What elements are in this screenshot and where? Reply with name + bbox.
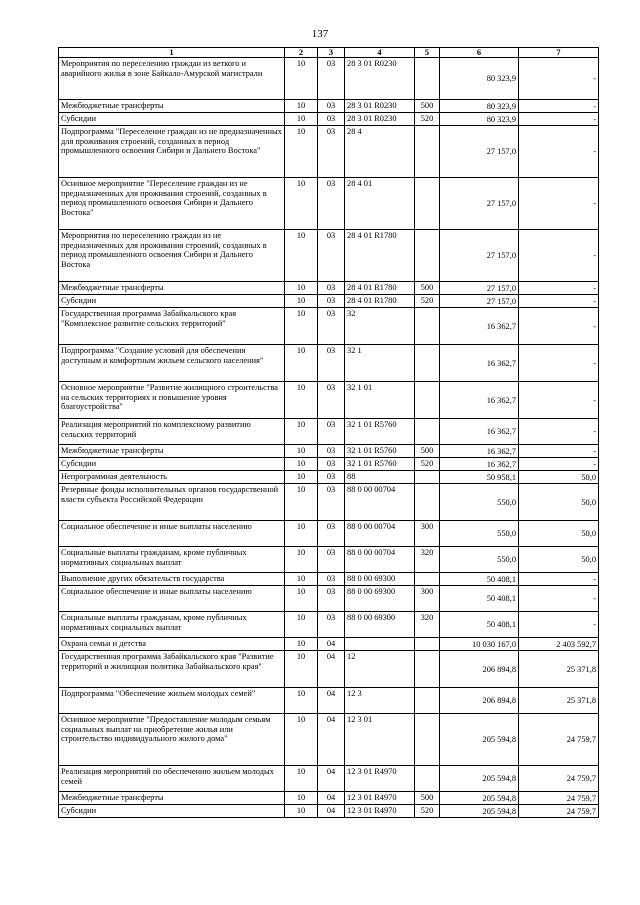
page-number: 137 [311,28,329,40]
table-row [59,638,599,651]
cell-section: 10 [285,586,318,612]
cell-expense-type [415,638,440,651]
cell-name: Социальные выплаты гражданам, кроме публичных нормативных социальных выплат [59,612,285,638]
table-row [59,573,599,586]
cell-amount-1: 550,0 [440,547,519,573]
cell-expense-type: 320 [415,547,440,573]
cell-subsection: 03 [318,230,345,282]
cell-name: Основное мероприятие "Переселение граждан из не предназначенных для проживания строений, созданных в период промышленного освоения Сибири и Дальнего Востока" [59,178,285,230]
cell-amount-2: 24 759,7 [519,792,599,805]
cell-expense-type: 300 [415,586,440,612]
cell-subsection: 04 [318,638,345,651]
cell-amount-1: 16 362,7 [440,458,519,471]
cell-expense-type: 520 [415,805,440,818]
table-row [59,521,599,547]
cell-amount-1: 80 323,9 [440,58,519,100]
cell-target-article: 32 1 01 R5760 [345,419,415,445]
cell-expense-type: 320 [415,612,440,638]
cell-expense-type: 520 [415,295,440,308]
cell-expense-type [415,419,440,445]
cell-amount-1: 50 958,1 [440,471,519,484]
cell-subsection: 03 [318,308,345,345]
cell-subsection: 03 [318,345,345,382]
cell-subsection: 03 [318,521,345,547]
cell-section: 10 [285,688,318,714]
cell-target-article: 32 1 [345,345,415,382]
cell-target-article: 28 3 01 R0230 [345,58,415,100]
cell-target-article [345,638,415,651]
table-row [59,792,599,805]
cell-expense-type: 500 [415,445,440,458]
cell-name: Субсидии [59,295,285,308]
cell-subsection: 03 [318,445,345,458]
cell-section: 10 [285,714,318,766]
cell-subsection: 03 [318,484,345,521]
cell-name: Межбюджетные трансферты [59,792,285,805]
header-col-5: 5 [415,48,440,58]
cell-amount-1: 16 362,7 [440,345,519,382]
cell-section: 10 [285,58,318,100]
cell-name: Межбюджетные трансферты [59,445,285,458]
cell-subsection: 03 [318,612,345,638]
cell-amount-2: 50,0 [519,471,599,484]
cell-expense-type [415,178,440,230]
cell-section: 10 [285,308,318,345]
cell-amount-2: - [519,586,599,612]
cell-amount-2: - [519,282,599,295]
cell-target-article: 88 0 00 69300 [345,573,415,586]
cell-subsection: 03 [318,382,345,419]
cell-subsection: 04 [318,766,345,792]
cell-name: Социальное обеспечение и иные выплаты населению [59,586,285,612]
cell-expense-type: 520 [415,458,440,471]
cell-expense-type [415,126,440,178]
cell-subsection: 03 [318,178,345,230]
cell-name: Охрана семьи и детства [59,638,285,651]
cell-expense-type [415,230,440,282]
cell-section: 10 [285,178,318,230]
cell-expense-type: 500 [415,282,440,295]
cell-section: 10 [285,766,318,792]
cell-target-article: 88 0 00 00704 [345,547,415,573]
cell-amount-2: - [519,345,599,382]
cell-section: 10 [285,419,318,445]
cell-amount-1: 50 408,1 [440,612,519,638]
table-body [59,58,599,818]
cell-amount-2: 25 371,8 [519,651,599,688]
cell-amount-2: - [519,178,599,230]
cell-name: Основное мероприятие "Предоставление молодым семьям социальных выплат на приобретение жилья или строительство индивидуального жилого дома" [59,714,285,766]
cell-amount-2: - [519,612,599,638]
cell-amount-1: 205 594,8 [440,714,519,766]
cell-name: Реализация мероприятий по комплексному развитию сельских территорий [59,419,285,445]
cell-amount-2: 24 759,7 [519,805,599,818]
cell-section: 10 [285,282,318,295]
cell-subsection: 03 [318,458,345,471]
cell-name: Выполнение других обязательств государства [59,573,285,586]
cell-name: Субсидии [59,805,285,818]
cell-target-article: 28 4 01 [345,178,415,230]
cell-name: Подпрограмма "Переселение граждан из не предназначенных для проживания строений, созданных в период промышленного освоения Сибири и Дальнего Востока" [59,126,285,178]
cell-amount-1: 50 408,1 [440,573,519,586]
cell-section: 10 [285,638,318,651]
cell-subsection: 03 [318,58,345,100]
table-row [59,345,599,382]
cell-section: 10 [285,612,318,638]
cell-target-article: 32 1 01 R5760 [345,445,415,458]
cell-amount-2: - [519,58,599,100]
table-row [59,419,599,445]
cell-target-article: 32 1 01 [345,382,415,419]
cell-subsection: 03 [318,295,345,308]
cell-expense-type [415,714,440,766]
cell-target-article: 88 0 00 69300 [345,612,415,638]
cell-target-article: 12 [345,651,415,688]
cell-target-article: 12 3 01 [345,714,415,766]
cell-expense-type: 500 [415,792,440,805]
table-row [59,484,599,521]
cell-target-article: 88 0 00 00704 [345,521,415,547]
table-row [59,458,599,471]
header-col-2: 2 [285,48,318,58]
cell-expense-type: 500 [415,100,440,113]
cell-section: 10 [285,295,318,308]
cell-amount-1: 206 894,8 [440,688,519,714]
cell-section: 10 [285,100,318,113]
cell-section: 10 [285,547,318,573]
cell-subsection: 04 [318,651,345,688]
header-col-6: 6 [440,48,519,58]
cell-amount-2: - [519,419,599,445]
cell-section: 10 [285,471,318,484]
cell-name: Основное мероприятие "Развитие жилищного строительства на сельских территориях и повышение уровня благоустройства" [59,382,285,419]
cell-name: Социальное обеспечение и иные выплаты населению [59,521,285,547]
table-row [59,445,599,458]
cell-amount-2: - [519,573,599,586]
cell-amount-2: 2 403 592,7 [519,638,599,651]
cell-name: Государственная программа Забайкальского края "Комплексное развитие сельских территорий" [59,308,285,345]
cell-name: Реализация мероприятий по обеспечению жильем молодых семей [59,766,285,792]
cell-expense-type [415,484,440,521]
cell-amount-1: 550,0 [440,484,519,521]
cell-amount-2: 24 759,7 [519,766,599,792]
cell-target-article: 28 3 01 R0230 [345,100,415,113]
header-col-4: 4 [345,48,415,58]
cell-section: 10 [285,113,318,126]
cell-expense-type [415,345,440,382]
cell-expense-type [415,766,440,792]
cell-amount-1: 27 157,0 [440,178,519,230]
cell-amount-2: - [519,308,599,345]
cell-expense-type [415,573,440,586]
cell-amount-2: 50,0 [519,521,599,547]
cell-target-article: 28 4 01 R1780 [345,295,415,308]
cell-subsection: 03 [318,547,345,573]
budget-table [58,47,599,818]
cell-amount-1: 27 157,0 [440,126,519,178]
table-row [59,100,599,113]
cell-expense-type [415,471,440,484]
table-row [59,586,599,612]
cell-subsection: 03 [318,113,345,126]
cell-amount-2: - [519,295,599,308]
cell-section: 10 [285,382,318,419]
cell-target-article: 12 3 01 R4970 [345,805,415,818]
cell-name: Подпрограмма "Обеспечение жильем молодых семей" [59,688,285,714]
table-row [59,295,599,308]
table-row [59,547,599,573]
cell-name: Резервные фонды исполнительных органов государственной власти субъекта Российской Федерации [59,484,285,521]
cell-amount-1: 80 323,9 [440,113,519,126]
cell-name: Мероприятия по переселению граждан из веткого и аварийного жилья в зоне Байкало-Амурской магистрали [59,58,285,100]
table-row [59,126,599,178]
cell-subsection: 04 [318,688,345,714]
cell-name: Межбюджетные трансферты [59,282,285,295]
cell-target-article: 28 3 01 R0230 [345,113,415,126]
table-row [59,766,599,792]
table-row [59,113,599,126]
table-row [59,471,599,484]
table-row [59,688,599,714]
cell-name: Межбюджетные трансферты [59,100,285,113]
cell-section: 10 [285,521,318,547]
cell-expense-type [415,688,440,714]
cell-amount-2: 50,0 [519,547,599,573]
cell-name: Непрограммная деятельность [59,471,285,484]
cell-section: 10 [285,345,318,382]
cell-name: Социальные выплаты гражданам, кроме публичных нормативных социальных выплат [59,547,285,573]
cell-subsection: 03 [318,126,345,178]
cell-amount-1: 27 157,0 [440,230,519,282]
cell-amount-1: 550,0 [440,521,519,547]
cell-target-article: 12 3 [345,688,415,714]
cell-name: Мероприятия по переселению граждан из не предназначенных для проживания строений, созданных в период промышленного освоения Сибири и Дальнего Востока [59,230,285,282]
cell-expense-type [415,651,440,688]
cell-amount-2: 50,0 [519,484,599,521]
table-row [59,612,599,638]
cell-amount-1: 16 362,7 [440,419,519,445]
cell-target-article: 32 [345,308,415,345]
cell-target-article: 88 0 00 00704 [345,484,415,521]
cell-section: 10 [285,458,318,471]
cell-expense-type [415,308,440,345]
cell-amount-1: 205 594,8 [440,766,519,792]
cell-amount-1: 50 408,1 [440,586,519,612]
cell-subsection: 04 [318,714,345,766]
cell-expense-type: 520 [415,113,440,126]
cell-target-article: 32 1 01 R5760 [345,458,415,471]
table-row [59,714,599,766]
cell-amount-1: 10 030 167,0 [440,638,519,651]
cell-amount-2: - [519,100,599,113]
table-row [59,58,599,100]
table-row [59,230,599,282]
cell-amount-1: 16 362,7 [440,308,519,345]
cell-amount-2: - [519,445,599,458]
cell-section: 10 [285,805,318,818]
cell-section: 10 [285,445,318,458]
cell-target-article: 12 3 01 R4970 [345,766,415,792]
header-col-1: 1 [59,48,285,58]
cell-section: 10 [285,792,318,805]
table-row [59,178,599,230]
table-row [59,282,599,295]
cell-section: 10 [285,573,318,586]
cell-subsection: 04 [318,805,345,818]
cell-amount-2: - [519,382,599,419]
cell-amount-1: 16 362,7 [440,445,519,458]
table-row [59,651,599,688]
cell-section: 10 [285,230,318,282]
header-col-3: 3 [318,48,345,58]
cell-amount-2: 24 759,7 [519,714,599,766]
cell-target-article: 88 0 00 69300 [345,586,415,612]
cell-section: 10 [285,651,318,688]
cell-subsection: 04 [318,792,345,805]
cell-subsection: 03 [318,471,345,484]
cell-target-article: 28 4 01 R1780 [345,282,415,295]
cell-target-article: 28 4 01 R1780 [345,230,415,282]
cell-subsection: 03 [318,586,345,612]
cell-target-article: 88 [345,471,415,484]
cell-amount-2: - [519,126,599,178]
cell-amount-1: 16 362,7 [440,382,519,419]
cell-amount-1: 80 323,9 [440,100,519,113]
table-header [59,48,599,58]
cell-amount-2: - [519,113,599,126]
cell-name: Субсидии [59,113,285,126]
cell-name: Субсидии [59,458,285,471]
cell-amount-2: 25 371,8 [519,688,599,714]
cell-amount-1: 27 157,0 [440,282,519,295]
cell-amount-1: 206 894,8 [440,651,519,688]
cell-subsection: 03 [318,282,345,295]
cell-section: 10 [285,484,318,521]
table-row [59,805,599,818]
cell-subsection: 03 [318,100,345,113]
cell-subsection: 03 [318,419,345,445]
header-col-7: 7 [519,48,599,58]
cell-amount-1: 205 594,8 [440,805,519,818]
cell-amount-2: - [519,458,599,471]
cell-expense-type: 300 [415,521,440,547]
cell-expense-type [415,58,440,100]
cell-target-article: 28 4 [345,126,415,178]
header-row [59,48,599,58]
table-row [59,382,599,419]
cell-name: Подпрограмма "Создание условий для обеспечения доступным и комфортным жильем сельского населения" [59,345,285,382]
cell-subsection: 03 [318,573,345,586]
table-row [59,308,599,345]
cell-name: Государственная программа Забайкальского края "Развитие территорий и жилищная политика Забайкальского края" [59,651,285,688]
cell-expense-type [415,382,440,419]
cell-target-article: 12 3 01 R4970 [345,792,415,805]
cell-amount-1: 27 157,0 [440,295,519,308]
cell-amount-1: 205 594,8 [440,792,519,805]
cell-amount-2: - [519,230,599,282]
cell-section: 10 [285,126,318,178]
